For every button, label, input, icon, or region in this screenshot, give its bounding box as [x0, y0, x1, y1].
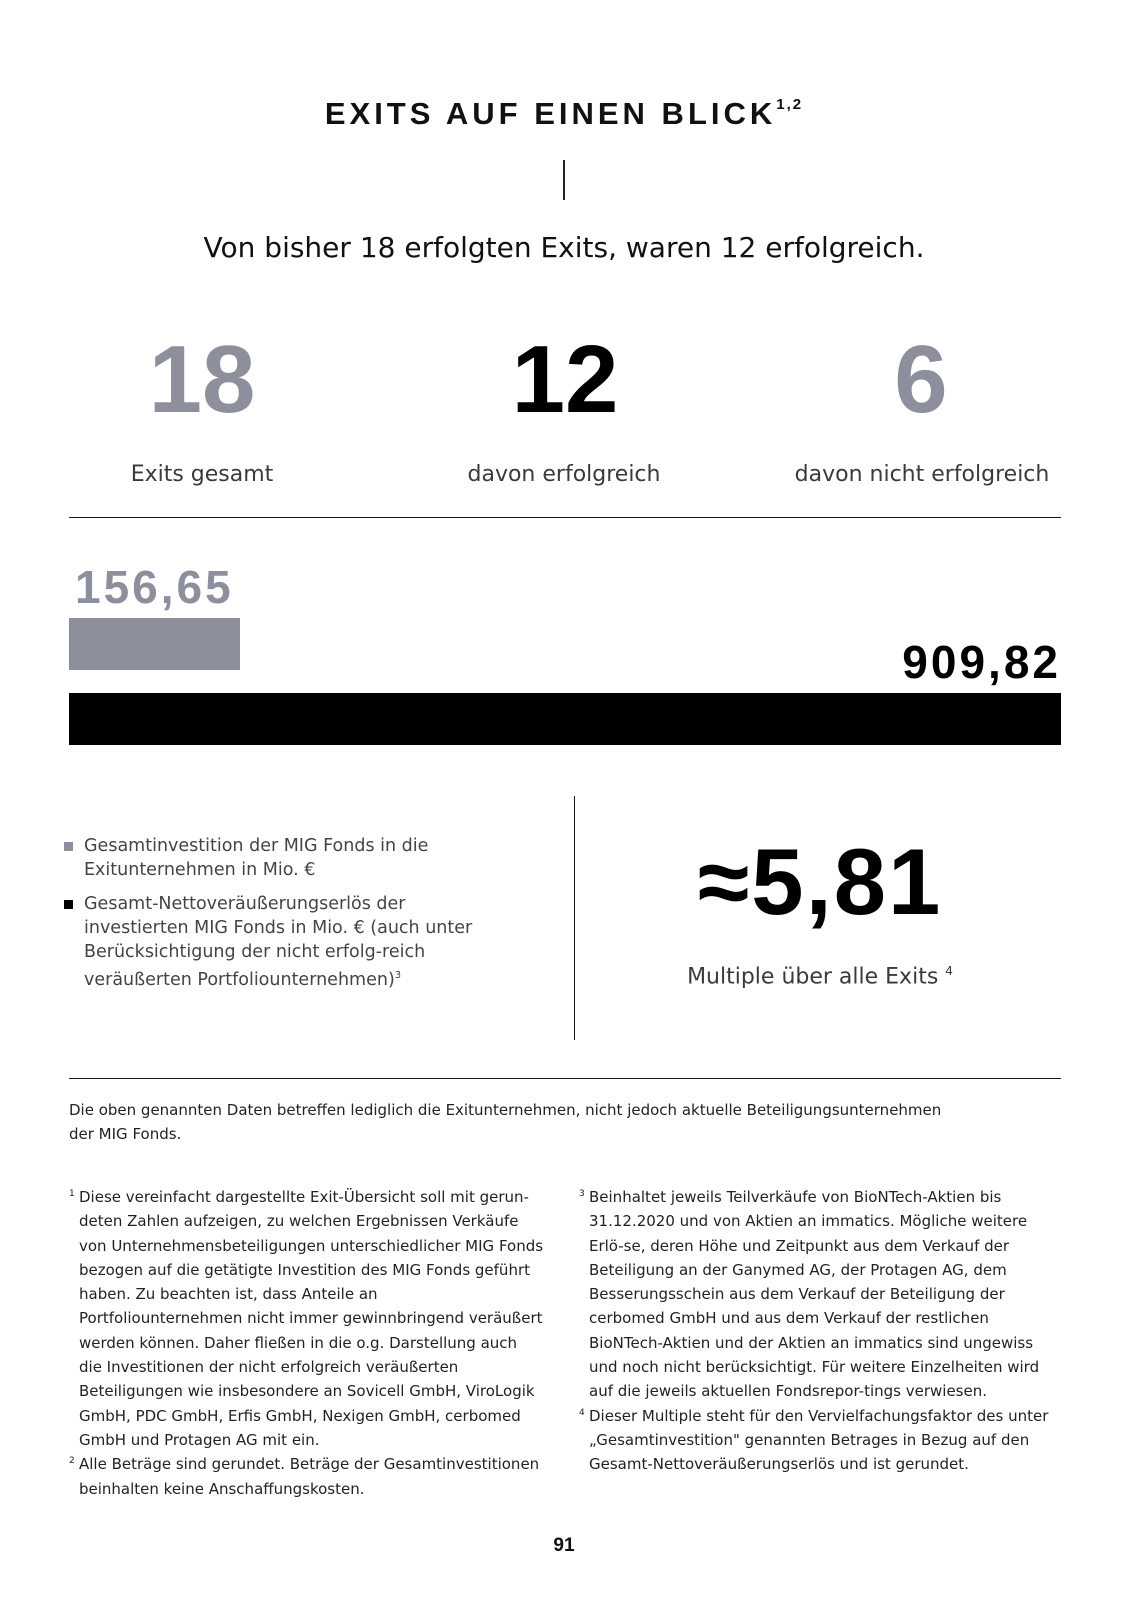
multiple-footnote-ref: 4 — [945, 964, 953, 978]
legend-swatch-gray — [64, 842, 73, 851]
subtitle: Von bisher 18 erfolgten Exits, waren 12 erfolgreich. — [203, 231, 925, 264]
footnote-mark: 3 — [579, 1189, 585, 1199]
footnote-text: Beinhaltet jeweils Teilverkäufe von BioNTech-Aktien bis 31.12.2020 und von Aktien an immatics. Mögliche weitere Erlö-se, deren Höhe und Zeitpunkt aus dem Verkauf der Beteiligung an der Ganymed AG, der Protagen AG, dem Besserungsschein aus dem Verkauf der Beteiligung der cerbomed GmbH und aus dem Verkauf der restlichen BioNTech-Aktien und der Aktien an immatics sind ungewiss und noch nicht berücksichtigt. Für weitere Einzelheiten wird auf die jeweils aktuellen Fondsrepor-tings verwiesen. — [589, 1188, 1040, 1401]
footnote-text: Alle Beträge sind gerundet. Beträge der Gesamtinvestitionen beinhalten keine Anschaffungskosten. — [79, 1455, 540, 1498]
footnote-text: Dieser Multiple steht für den Vervielfachungsfaktor des unter „Gesamtinvestition" genannten Betrages in Bezug auf den Gesamt-Nettoveräußerungserlös und ist gerundet. — [589, 1406, 1049, 1474]
title-divider — [563, 160, 565, 200]
bar-proceeds — [69, 693, 1061, 745]
divider-top — [69, 517, 1061, 518]
data-note: Die oben genannten Daten betreffen lediglich die Exitunternehmen, nicht jedoch aktuelle Beteiligungsunternehmen der MIG Fonds. — [69, 1101, 942, 1143]
stat-successful-value: 12 — [511, 326, 619, 433]
legend-swatch-black — [64, 900, 73, 909]
stat-exits-total-value: 18 — [148, 326, 256, 433]
bar-investment — [69, 618, 240, 670]
stat-unsuccessful-value: 6 — [894, 326, 948, 433]
stat-exits-total-label: Exits gesamt — [130, 462, 274, 487]
page-title-text: EXITS AUF EINEN BLICK — [324, 96, 777, 131]
legend-text-proceeds: Gesamt-Nettoveräußerungserlös der investierten MIG Fonds in Mio. € (auch unter Berücksichtigung der nicht erfolg-reich veräußerten Portfoliounternehmen) — [84, 894, 473, 990]
stat-successful-label: davon erfolgreich — [467, 462, 661, 487]
stat-unsuccessful-label: davon nicht erfolgreich — [794, 462, 1050, 487]
legend-item-investment — [64, 834, 474, 882]
footnotes-right — [579, 1185, 1054, 1477]
multiple-label-text: Multiple über alle Exits — [687, 964, 939, 990]
legend-footnote-ref: 3 — [394, 970, 402, 981]
divider-vertical — [574, 796, 575, 1040]
bar-investment-label: 156,65 — [75, 561, 234, 613]
bar-proceeds-label: 909,82 — [902, 636, 1061, 688]
page-number: 91 — [553, 1535, 575, 1556]
multiple-value: ≈5,81 — [697, 829, 943, 934]
footnote-mark: 1 — [69, 1189, 75, 1199]
page-title — [0, 96, 1128, 132]
chart-legend — [64, 834, 474, 1002]
footnote-4 — [579, 1404, 1054, 1477]
footnotes-left — [69, 1185, 544, 1501]
footnote-1 — [69, 1185, 544, 1452]
footnote-mark: 2 — [69, 1456, 75, 1467]
footnote-mark: 4 — [579, 1407, 585, 1418]
legend-text-investment: Gesamtinvestition der MIG Fonds in die Exitunternehmen in Mio. € — [84, 836, 429, 880]
multiple-label — [580, 964, 1060, 989]
divider-bottom — [69, 1078, 1061, 1079]
title-footnote-refs: 1,2 — [776, 95, 804, 113]
legend-item-proceeds — [64, 892, 474, 992]
footnote-2 — [69, 1452, 544, 1501]
footnote-3 — [579, 1185, 1054, 1404]
footnote-text: Diese vereinfacht dargestellte Exit-Übersicht soll mit gerun-deten Zahlen aufzeigen, zu welchen Ergebnissen Verkäufe von Unternehmensbeteiligungen unterschiedlicher MIG Fonds bezogen auf die getätigte Investition des MIG Fonds geführt haben. Zu beachten ist, dass Anteile an Portfoliounternehmen nicht immer gewinnbringend veräußert werden können. Daher fließen in die o.g. Darstellung auch die Investitionen der nicht erfolgreich veräußerten Beteiligungen wie insbesondere an Sovicell GmbH, ViroLogik GmbH, PDC GmbH, Erfis GmbH, Nexigen GmbH, cerbomed GmbH und Protagen AG mit ein. — [79, 1188, 544, 1449]
